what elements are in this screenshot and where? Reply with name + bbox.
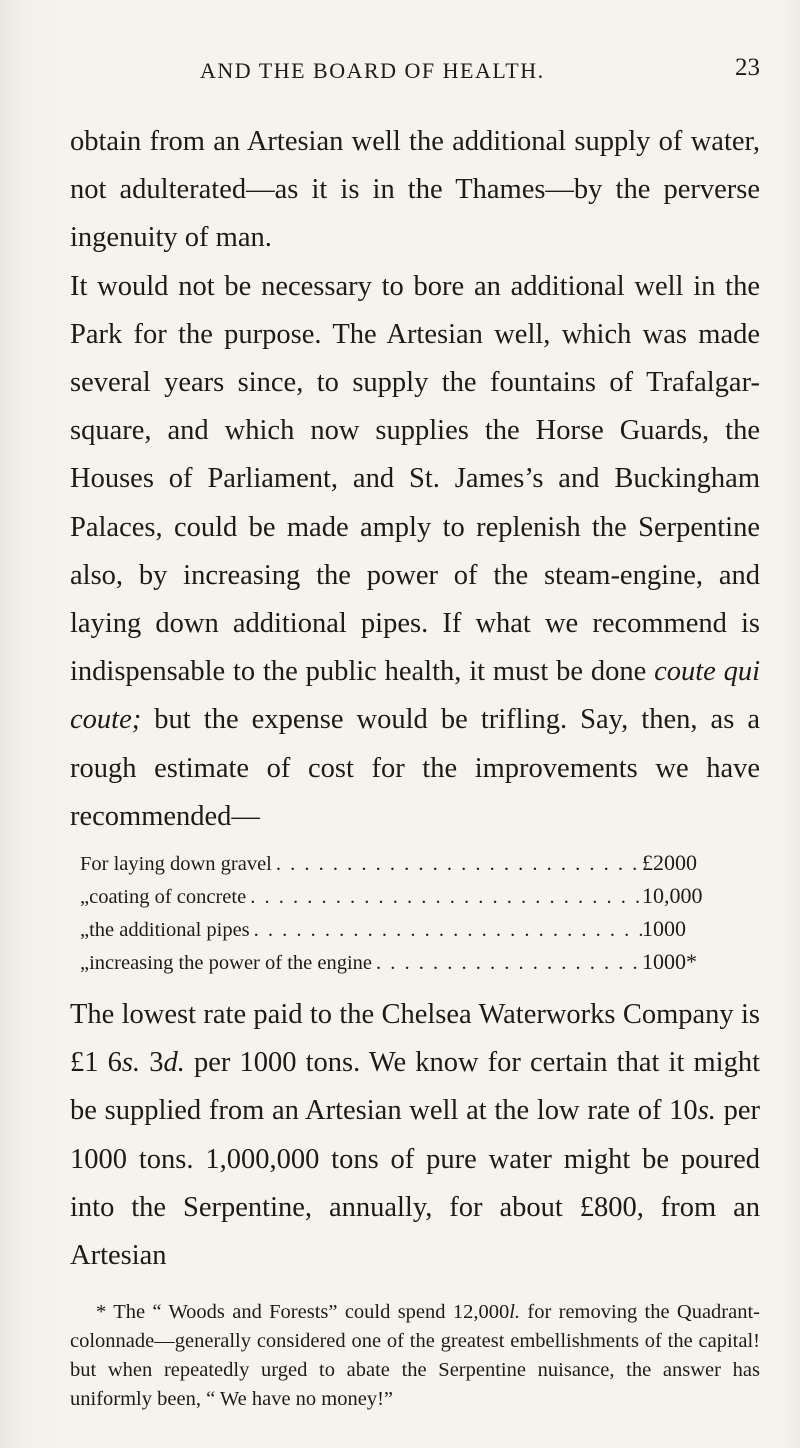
cost-estimate-table [70,847,760,979]
estimate-amount: 1000 [642,916,686,942]
ditto-mark: „ [80,952,90,975]
estimate-amount: 10,000 [642,883,703,909]
estimate-label: increasing the power of the engine [89,952,373,975]
shillings-abbrev: s. [121,1047,141,1079]
paragraph-text: The lowest rate paid to the Chelsea Waterworks Company is £1 6 [70,999,760,1079]
shillings-abbrev: s. [697,1095,716,1127]
estimate-row [70,913,760,946]
footnote-text: * The “ Woods and Forests” could spend 12,000 [96,1301,510,1324]
estimate-label: For laying down gravel [80,853,272,876]
page-number: 23 [735,54,760,81]
ditto-mark: „ [80,919,90,942]
estimate-row [70,946,760,979]
leader-dots [372,948,642,979]
estimate-amount: £2000 [642,850,697,876]
paragraph-artesian-well [70,263,760,841]
pence-abbrev: d. [163,1047,185,1079]
estimate-amount: 1000* [642,949,697,975]
estimate-label: coating of concrete [89,886,247,909]
leader-dots [250,915,642,946]
italic-phrase: coute qui coute; [70,656,761,736]
ditto-mark: „ [80,886,90,909]
paragraph-text: per 1000 tons. We know for certain that it might be supplied from an Artesian well at the low rate of 10 [70,1047,760,1127]
paragraph-continuation: obtain from an Artesian well the additional supply of water, not adulterated—as it is in the Thames—by the perverse ingenuity of man. [70,126,760,254]
pounds-abbrev: l. [509,1301,521,1324]
main-text [70,118,760,1435]
paragraph-water-rates [70,991,760,1280]
estimate-label: the additional pipes [89,919,250,942]
page-header [70,52,760,92]
leader-dots [272,849,642,880]
paragraph-text: per 1000 tons. 1,000,000 tons of pure water might be poured into the Serpentine, annually, for about £800, from an Artesian [70,1095,761,1272]
footnote [70,1298,760,1414]
estimate-row [70,880,760,913]
paragraph-text: but the expense would be trifling. Say, then, as a rough estimate of cost for the improvements we have recommended— [70,704,761,832]
running-title: AND THE BOARD OF HEALTH. [200,58,545,83]
paragraph-text: It would not be necessary to bore an additional well in the Park for the purpose. The Artesian well, which was made several years since, to supply the fountains of Trafalgar-square, and which now supplies the Horse Guards, the Houses of Parliament, and St. James’s and Buckingham Palaces, could be made amply to replenish the Serpentine also, by increasing the power of the steam-engine, and laying down additional pipes. If what we recommend is indispensable to the public health, it must be done [70,270,760,688]
footnote-text: for removing the Quadrant-colonnade—generally considered one of the greatest embellishments of the capital! but when repeatedly urged to abate the Serpentine nuisance, the answer has uniformly been, “ We have no money!” [70,1301,760,1411]
leader-dots [246,882,642,913]
paragraph-text: 3 [140,1047,164,1079]
estimate-row [70,847,760,880]
